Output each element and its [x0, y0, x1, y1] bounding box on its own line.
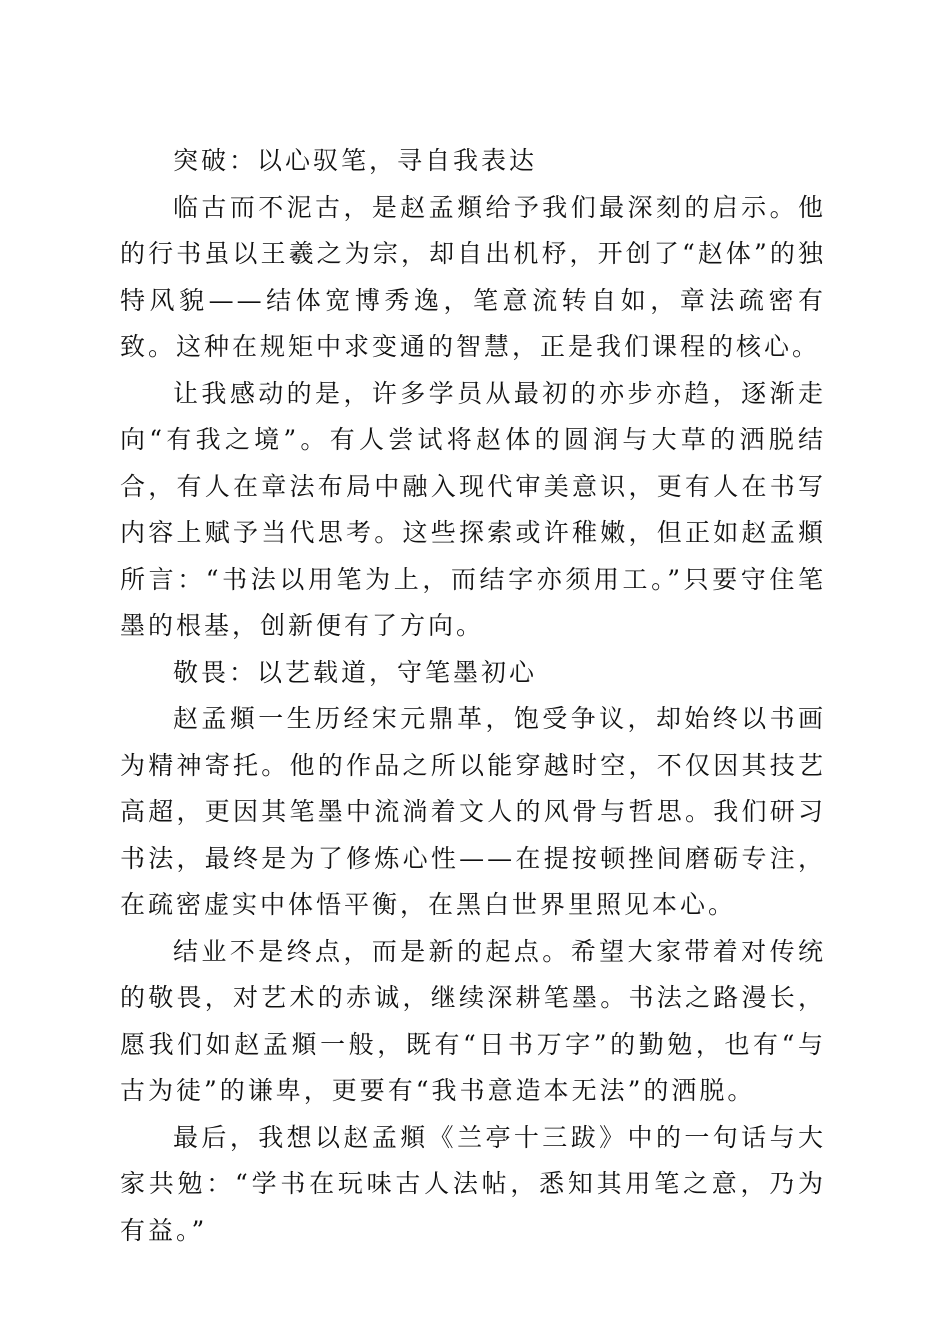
- section-heading-breakthrough: 突破：以心驭笔，寻自我表达: [173, 146, 538, 175]
- paragraph-1: 临古而不泥古，是赵孟頫给予我们最深刻的启示。他的行书虽以王羲之为宗，却自出机杼，开创了“赵体”的独特风貌——结体宽博秀逸，笔意流转自如，章法疏密有致。这种在规矩中求变通的智慧，正是我们课程的核心。: [120, 192, 826, 361]
- paragraph-3: 赵孟頫一生历经宋元鼎革，饱受争议，却始终以书画为精神寄托。他的作品之所以能穿越时空，不仅因其技艺高超，更因其笔墨中流淌着文人的风骨与哲思。我们研习书法，最终是为了修炼心性——在提按顿挫间磨砺专注，在疏密虚实中体悟平衡，在黑白世界里照见本心。: [120, 704, 826, 919]
- paragraph-4: 结业不是终点，而是新的起点。希望大家带着对传统的敬畏，对艺术的赤诚，继续深耕笔墨。书法之路漫长，愿我们如赵孟頫一般，既有“日书万字”的勤勉，也有“与古为徒”的谦卑，更要有“我书意造本无法”的洒脱。: [120, 936, 826, 1105]
- document-body: [120, 138, 826, 1254]
- section-heading-reverence: 敬畏：以艺载道，守笔墨初心: [173, 657, 538, 687]
- paragraph-5: 最后，我想以赵孟頫《兰亭十三跋》中的一句话与大家共勉：“学书在玩味古人法帖，悉知其用笔之意，乃为有益。”: [120, 1122, 826, 1245]
- paragraph-2: 让我感动的是，许多学员从最初的亦步亦趋，逐渐走向“有我之境”。有人尝试将赵体的圆润与大草的洒脱结合，有人在章法布局中融入现代审美意识，更有人在书写内容上赋予当代思考。这些探索或许稚嫩，但正如赵孟頫所言：“书法以用笔为上，而结字亦须用工。”只要守住笔墨的根基，创新便有了方向。: [120, 378, 826, 640]
